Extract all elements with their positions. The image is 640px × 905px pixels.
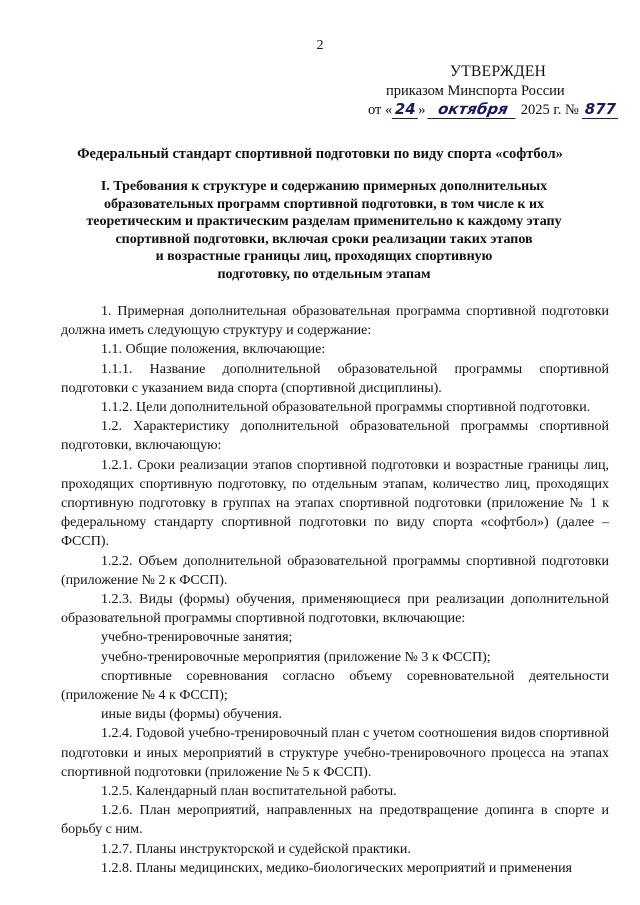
- date-year: 2025 г. №: [520, 102, 579, 118]
- section-heading-line: и возрастные границы лиц, проходящих спортивную: [155, 249, 493, 265]
- document-body: [61, 302, 609, 878]
- section-heading-line: подготовку, по отдельным этапам: [217, 266, 431, 282]
- paragraph: 1.2. Характеристику дополнительной образовательной программы спортивной подготовки, включающую:: [61, 419, 609, 454]
- paragraph: 1. Примерная дополнительная образовательная программа спортивной подготовки должна иметь следующую структуру и содержание:: [61, 304, 609, 339]
- paragraph: учебно-тренировочные занятия;: [101, 630, 293, 646]
- paragraph: спортивные соревнования согласно объему соревновательной деятельности (приложение № 4 к ФССП);: [61, 668, 609, 704]
- paragraph: 1.1. Общие положения, включающие:: [101, 342, 326, 358]
- section-heading-line: теоретическим и практическим разделам применительно к каждому этапу: [86, 214, 562, 230]
- handwritten-order-number: 877: [582, 100, 618, 119]
- paragraph: иные виды (формы) обучения.: [101, 707, 282, 723]
- section-heading-line: образовательных программ спортивной подготовки, в том числе к их: [103, 196, 545, 212]
- paragraph: 1.2.5. Календарный план воспитательной работы.: [101, 784, 397, 800]
- date-prefix: от «: [368, 102, 393, 118]
- handwritten-month: октября: [427, 100, 518, 119]
- paragraph: 1.2.2. Объем дополнительной образовательной программы спортивной подготовки (приложение № 2 к ФССП).: [61, 553, 609, 588]
- paragraph: 1.2.3. Виды (формы) обучения, применяющиеся при реализации дополнительной образовательной программы спортивной подготовки, включающие:: [61, 592, 609, 627]
- paragraph: 1.2.1. Сроки реализации этапов спортивной подготовки и возрастные границы лиц, проходящих спортивную подготовку, по отдельным этапам, количество лиц, проходящих спортивную подготовку в группах на этапах спортивной подготовки (приложение № 1 к федеральному стандарту спортивной подготовки по виду спорта «софтбол») (далее – ФССП).: [61, 457, 609, 550]
- order-date-line: [368, 100, 618, 119]
- paragraph: 1.2.8. Планы медицинских, медико-биологических мероприятий и применения: [101, 860, 572, 876]
- document-title: Федеральный стандарт спортивной подготовки по виду спорта «софтбол»: [77, 146, 563, 162]
- paragraph: 1.1.1. Название дополнительной образовательной программы спортивной подготовки с указанием вида спорта (спортивной дисциплины).: [61, 361, 609, 396]
- page-number: 2: [316, 38, 324, 53]
- paragraph: 1.1.2. Цели дополнительной образовательной программы спортивной подготовки.: [101, 400, 591, 416]
- paragraph: 1.2.7. Планы инструкторской и судейской практики.: [101, 841, 411, 857]
- paragraph: учебно-тренировочные мероприятия (приложение № 3 к ФССП);: [101, 649, 491, 665]
- section-heading: [80, 178, 568, 284]
- date-quote: »: [418, 102, 426, 118]
- section-heading-line: I. Требования к структуре и содержанию примерных дополнительных: [100, 179, 548, 194]
- paragraph: 1.2.6. План мероприятий, направленных на предотвращение допинга в спорте и борьбу с ним.: [61, 803, 609, 838]
- order-reference: приказом Минспорта России: [386, 83, 565, 99]
- handwritten-day: 24: [392, 100, 418, 119]
- paragraph: 1.2.4. Годовой учебно-тренировочный план с учетом соотношения видов спортивной подготовки и иных мероприятий в структуре учебно-тренировочного процесса на этапах спортивной подготовки (приложение № 5 к ФССП).: [61, 726, 609, 780]
- approval-stamp-title: УТВЕРЖДЕН: [450, 63, 547, 80]
- section-heading-line: спортивной подготовки, включая сроки реализации таких этапов: [115, 231, 533, 247]
